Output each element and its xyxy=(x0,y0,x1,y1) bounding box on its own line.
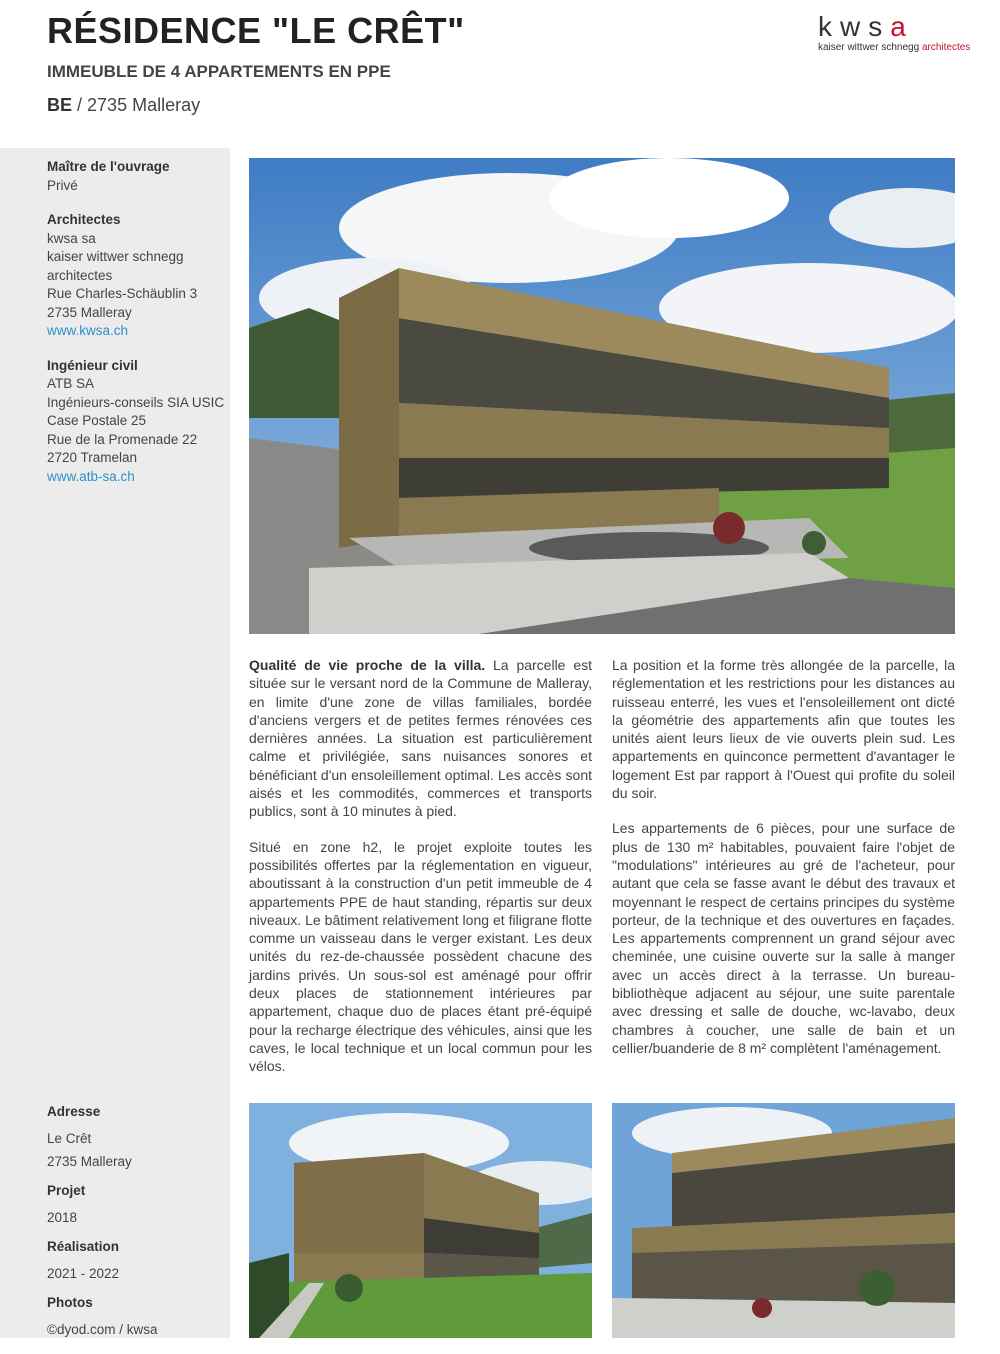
text-column-left xyxy=(249,656,592,1093)
photos-label: Photos xyxy=(47,1295,93,1310)
body-paragraph: La position et la forme très allongée de la parcelle, la réglementation et les restrictions pour les distances au ruisseau enterré, les vues et l'ensoleillement ont dicté la géométrie des appartements afin que toutes les unités aient leurs lieux de vie ouverts plein sud. Les appartements en quinconce permettent d'avantager le logement Est par rapport à l'Ouest qui profite du soleil du soir. xyxy=(612,657,955,802)
realisation-value: 2021 - 2022 xyxy=(47,1266,120,1281)
engineer-website-link[interactable]: www.atb-sa.ch xyxy=(47,468,135,484)
location-text: / 2735 Malleray xyxy=(77,95,201,115)
project-value: 2018 xyxy=(47,1210,78,1225)
architects-label: Architectes xyxy=(47,212,121,227)
page-subtitle: IMMEUBLE DE 4 APPARTEMENTS EN PPE xyxy=(47,62,391,81)
engineer-line: Case Postale 25 xyxy=(47,413,147,428)
kwsa-logo xyxy=(818,11,971,53)
owner-label: Maître de l'ouvrage xyxy=(47,159,170,174)
engineer-line: Ingénieurs-conseils SIA USIC xyxy=(47,394,225,410)
logo-accent-letter: a xyxy=(890,11,914,42)
balcony-view-photo xyxy=(612,1103,955,1338)
logo-mark xyxy=(818,12,958,42)
logo-letters: kws xyxy=(818,11,891,42)
photos-block xyxy=(47,1294,230,1341)
intro-paragraph xyxy=(249,656,592,821)
project-year-block xyxy=(47,1182,230,1229)
architects-line: architectes xyxy=(47,267,113,283)
engineer-line: 2720 Tramelan xyxy=(47,450,138,465)
owner-value: Privé xyxy=(47,177,78,193)
engineer-label: Ingénieur civil xyxy=(47,357,138,373)
location-line xyxy=(47,95,200,116)
body-paragraph: Les appartements de 6 pièces, pour une surface de plus de 130 m² habitables, pouvaient faire l'objet de "modulations" intérieures au gré de l'acheteur, pour autant que cela se fasse avant le début des travaux et moyennant le respect de certains principes du système porteur, de la technique et des ouvertures en façades. Les appartements comprennent un grand séjour avec cheminée, une cuisine ouverte sur la salle à manger avec un accès direct à la terrasse. Un bureau-bibliothèque adjacent au séjour, une suite parentale avec dressing et salle de douche, wc-lavabo, deux chambres à coucher, une salle de bain et un cellier/buanderie de 8 m² complètent l'aménagement. xyxy=(612,820,955,1056)
logo-tagline xyxy=(818,42,971,53)
page-title: RÉSIDENCE "LE CRÊT" xyxy=(47,10,465,51)
architects-line: kaiser wittwer schnegg xyxy=(47,249,184,264)
owner-block xyxy=(47,158,230,195)
logo-tagline-main: kaiser wittwer schnegg xyxy=(818,42,920,53)
address-line: 2735 Malleray xyxy=(47,1154,132,1169)
architects-line: Rue Charles-Schäublin 3 xyxy=(47,286,198,301)
photos-credit: ©dyod.com / kwsa xyxy=(47,1322,158,1337)
engineer-line: Rue de la Promenade 22 xyxy=(47,431,198,447)
address-label: Adresse xyxy=(47,1104,101,1119)
address-line: Le Crêt xyxy=(47,1131,92,1146)
architects-website-link[interactable]: www.kwsa.ch xyxy=(47,323,129,338)
text-column-right xyxy=(612,656,955,1074)
architects-block xyxy=(47,211,230,341)
project-facts xyxy=(47,1103,230,1350)
intro-lead: Qualité de vie proche de la villa. xyxy=(249,657,486,673)
body-paragraph: Situé en zone h2, le projet exploite toutes les possibilités offertes par la réglementation en vigueur, aboutissant à la construction d'un petit immeuble de 4 appartements PPE de haut standing, répartis sur deux niveaux. Le bâtiment relativement long et filigrane flotte comme un vaisseau dans le verger existant. Les deux unités du rez-de-chaussée possèdent chacune des jardins privés. Un sous-sol est aménagé pour offrir deux places de stationnement intérieures par appartement, chaque duo de places étant pré-équipé pour la recharge électrique des véhicules, ainsi que les caves, le local technique et un local commun pour les vélos. xyxy=(249,838,592,1075)
architects-line: kwsa sa xyxy=(47,230,96,246)
side-view-photo xyxy=(249,1103,592,1338)
realisation-block xyxy=(47,1238,230,1285)
logo-tagline-accent: architectes xyxy=(921,42,971,53)
credits-block xyxy=(47,158,230,502)
intro-text: La parcelle est située sur le versant nord de la Commune de Malleray, en limite d'une zone de villas familiales, bordée d'anciens vergers et de petites fermes rénovées ces dernières années. La situation est particulièrement calme et privilégiée, sans nuisances sonores et bénéficiant d'un ensoleillement optimal. Les accès sont aisés et les commodités, commerces et transports publics, sont à 10 minutes à pied. xyxy=(249,657,592,820)
engineer-block xyxy=(47,357,230,487)
architects-line: 2735 Malleray xyxy=(47,304,132,320)
main-building-photo xyxy=(249,158,955,634)
engineer-line: ATB SA xyxy=(47,376,95,391)
address-block xyxy=(47,1103,230,1173)
realisation-label: Réalisation xyxy=(47,1239,120,1254)
region-code: BE xyxy=(47,95,73,115)
project-label: Projet xyxy=(47,1183,86,1198)
